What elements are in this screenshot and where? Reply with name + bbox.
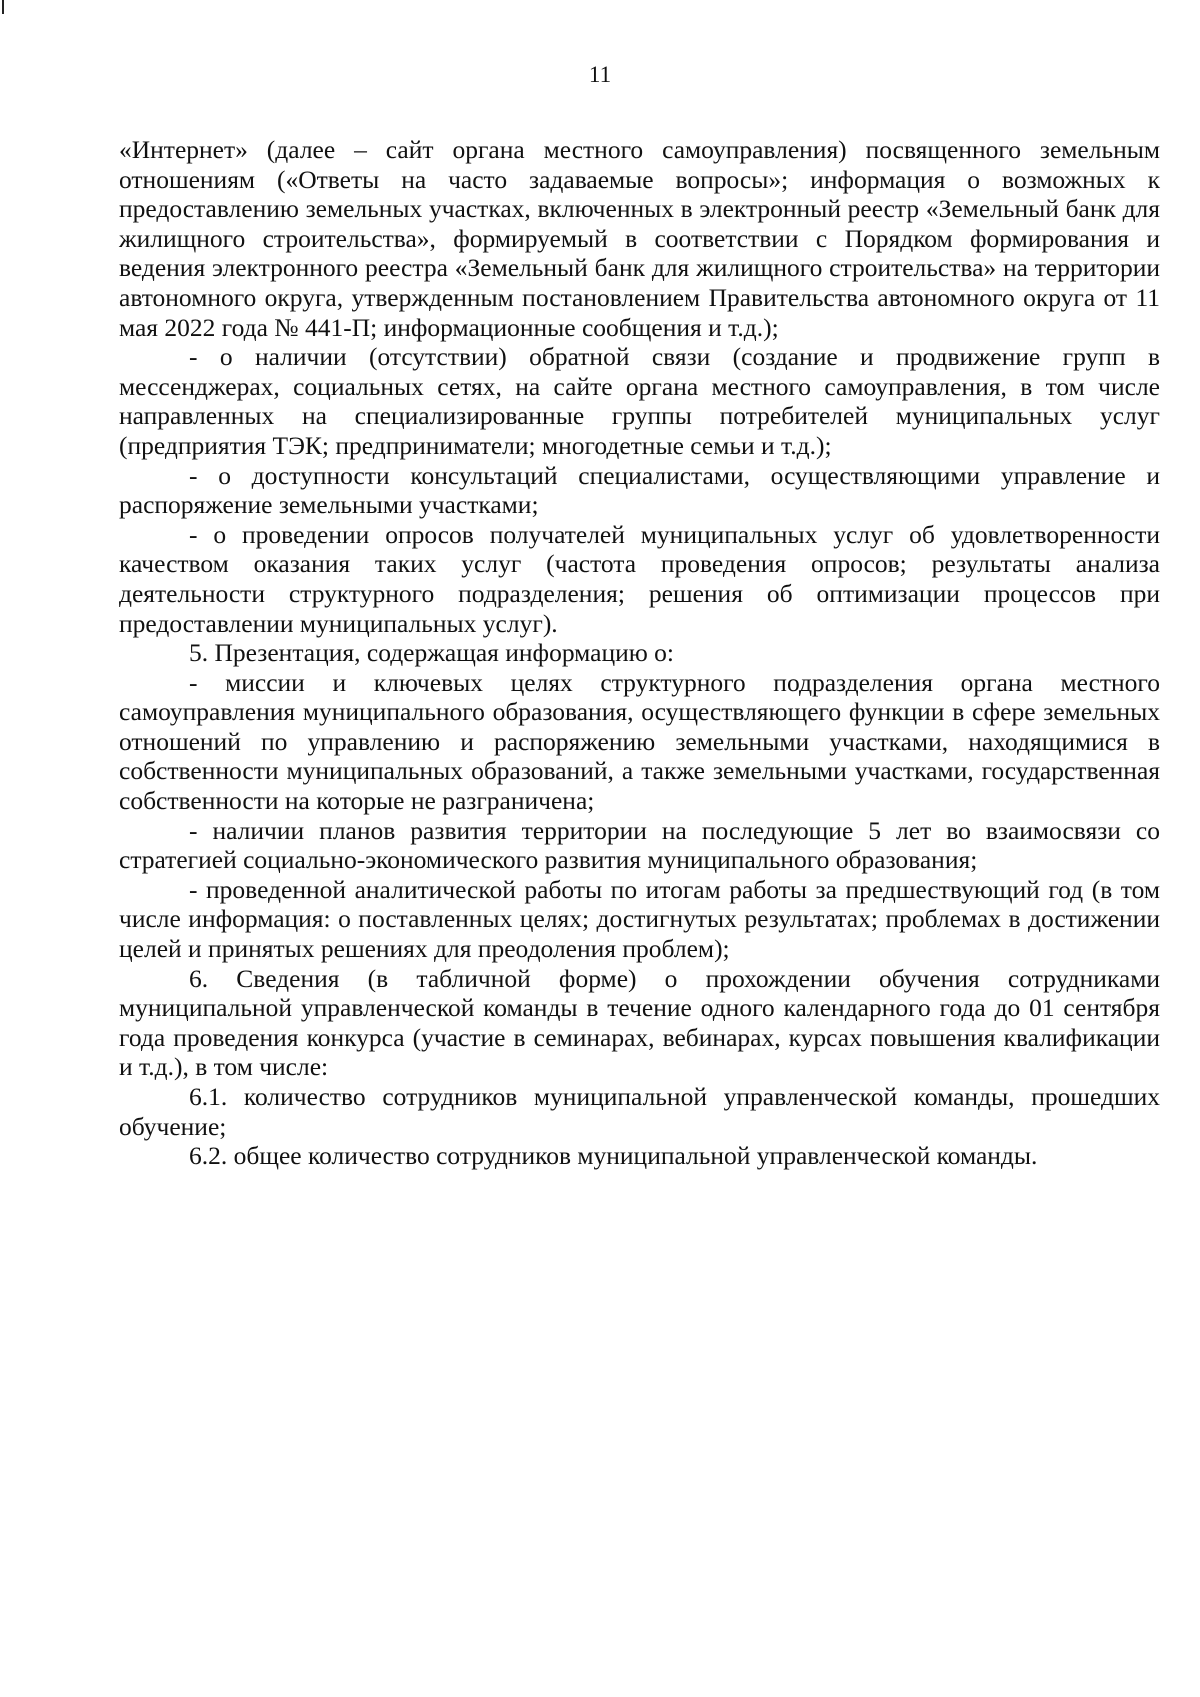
paragraph-feedback: - о наличии (отсутствии) обратной связи (создание и продвижение групп в мессенджерах, социальных сетях, на сайте органа местного самоуправления, в том числе направленных на специализированные группы потребителей муниципальных услуг (предприятия ТЭК; предприниматели; многодетные семьи и т.д.); <box>119 342 1160 460</box>
page-number: 11 <box>588 62 612 87</box>
paragraph-training-info: 6. Сведения (в табличной форме) о прохождении обучения сотрудниками муниципальной управленческой команды в течение одного календарного года до 01 сентября года проведения конкурса (участие в семинарах, вебинарах, курсах повышения квалификации и т.д.), в том числе: <box>119 963 1160 1082</box>
paragraph-development-plans: - наличии планов развития территории на последующие 5 лет во взаимосвязи со стратегией социально-экономического развития муниципального образования; <box>119 815 1160 875</box>
paragraph-total-count: 6.2. общее количество сотрудников муниципальной управленческой команды. <box>189 1141 1038 1171</box>
paragraph-analytical-work: - проведенной аналитической работы по итогам работы за предшествующий год (в том числе информация: о поставленных целях; достигнутых результатах; проблемах в достижении целей и принятых решениях для преодоления проблем); <box>119 874 1160 964</box>
paragraph-internet-site: «Интернет» (далее – сайт органа местного самоуправления) посвященного земельным отношениям («Ответы на часто задаваемые вопросы»; информация о возможных к предоставлению земельных участках, включенных в электронный реестр «Земельный банк для жилищного строительства», формируемый в соответствии с Порядком формирования и ведения электронного реестра «Земельный банк для жилищного строительства» на территории автономного округа, утвержденным постановлением Правительства автономного округа от 11 мая 2022 года № 441-П; информационные сообщения и т.д.); <box>119 135 1160 342</box>
paragraph-consultations: - о доступности консультаций специалистами, осуществляющими управление и распоряжение земельными участками; <box>119 460 1160 520</box>
paragraph-trained-count: 6.1. количество сотрудников муниципальной управленческой команды, прошедших обучение; <box>119 1082 1160 1141</box>
paragraph-presentation-heading: 5. Презентация, содержащая информацию о: <box>189 638 675 668</box>
paragraph-surveys: - о проведении опросов получателей муниципальных услуг об удовлетворенности качеством оказания таких услуг (частота проведения опросов; результаты анализа деятельности структурного подразделения; решения об оптимизации процессов при предоставлении муниципальных услуг). <box>119 519 1160 638</box>
scan-edge-mark <box>2 0 4 14</box>
paragraph-mission: - миссии и ключевых целях структурного подразделения органа местного самоуправления муниципального образования, осуществляющего функции в сфере земельных отношений по управлению и распоряжению земельными участками, находящимися в собственности муниципальных образований, а также земельными участками, государственная собственности на которые не разграничена; <box>119 667 1160 816</box>
document-body <box>119 135 1160 1171</box>
